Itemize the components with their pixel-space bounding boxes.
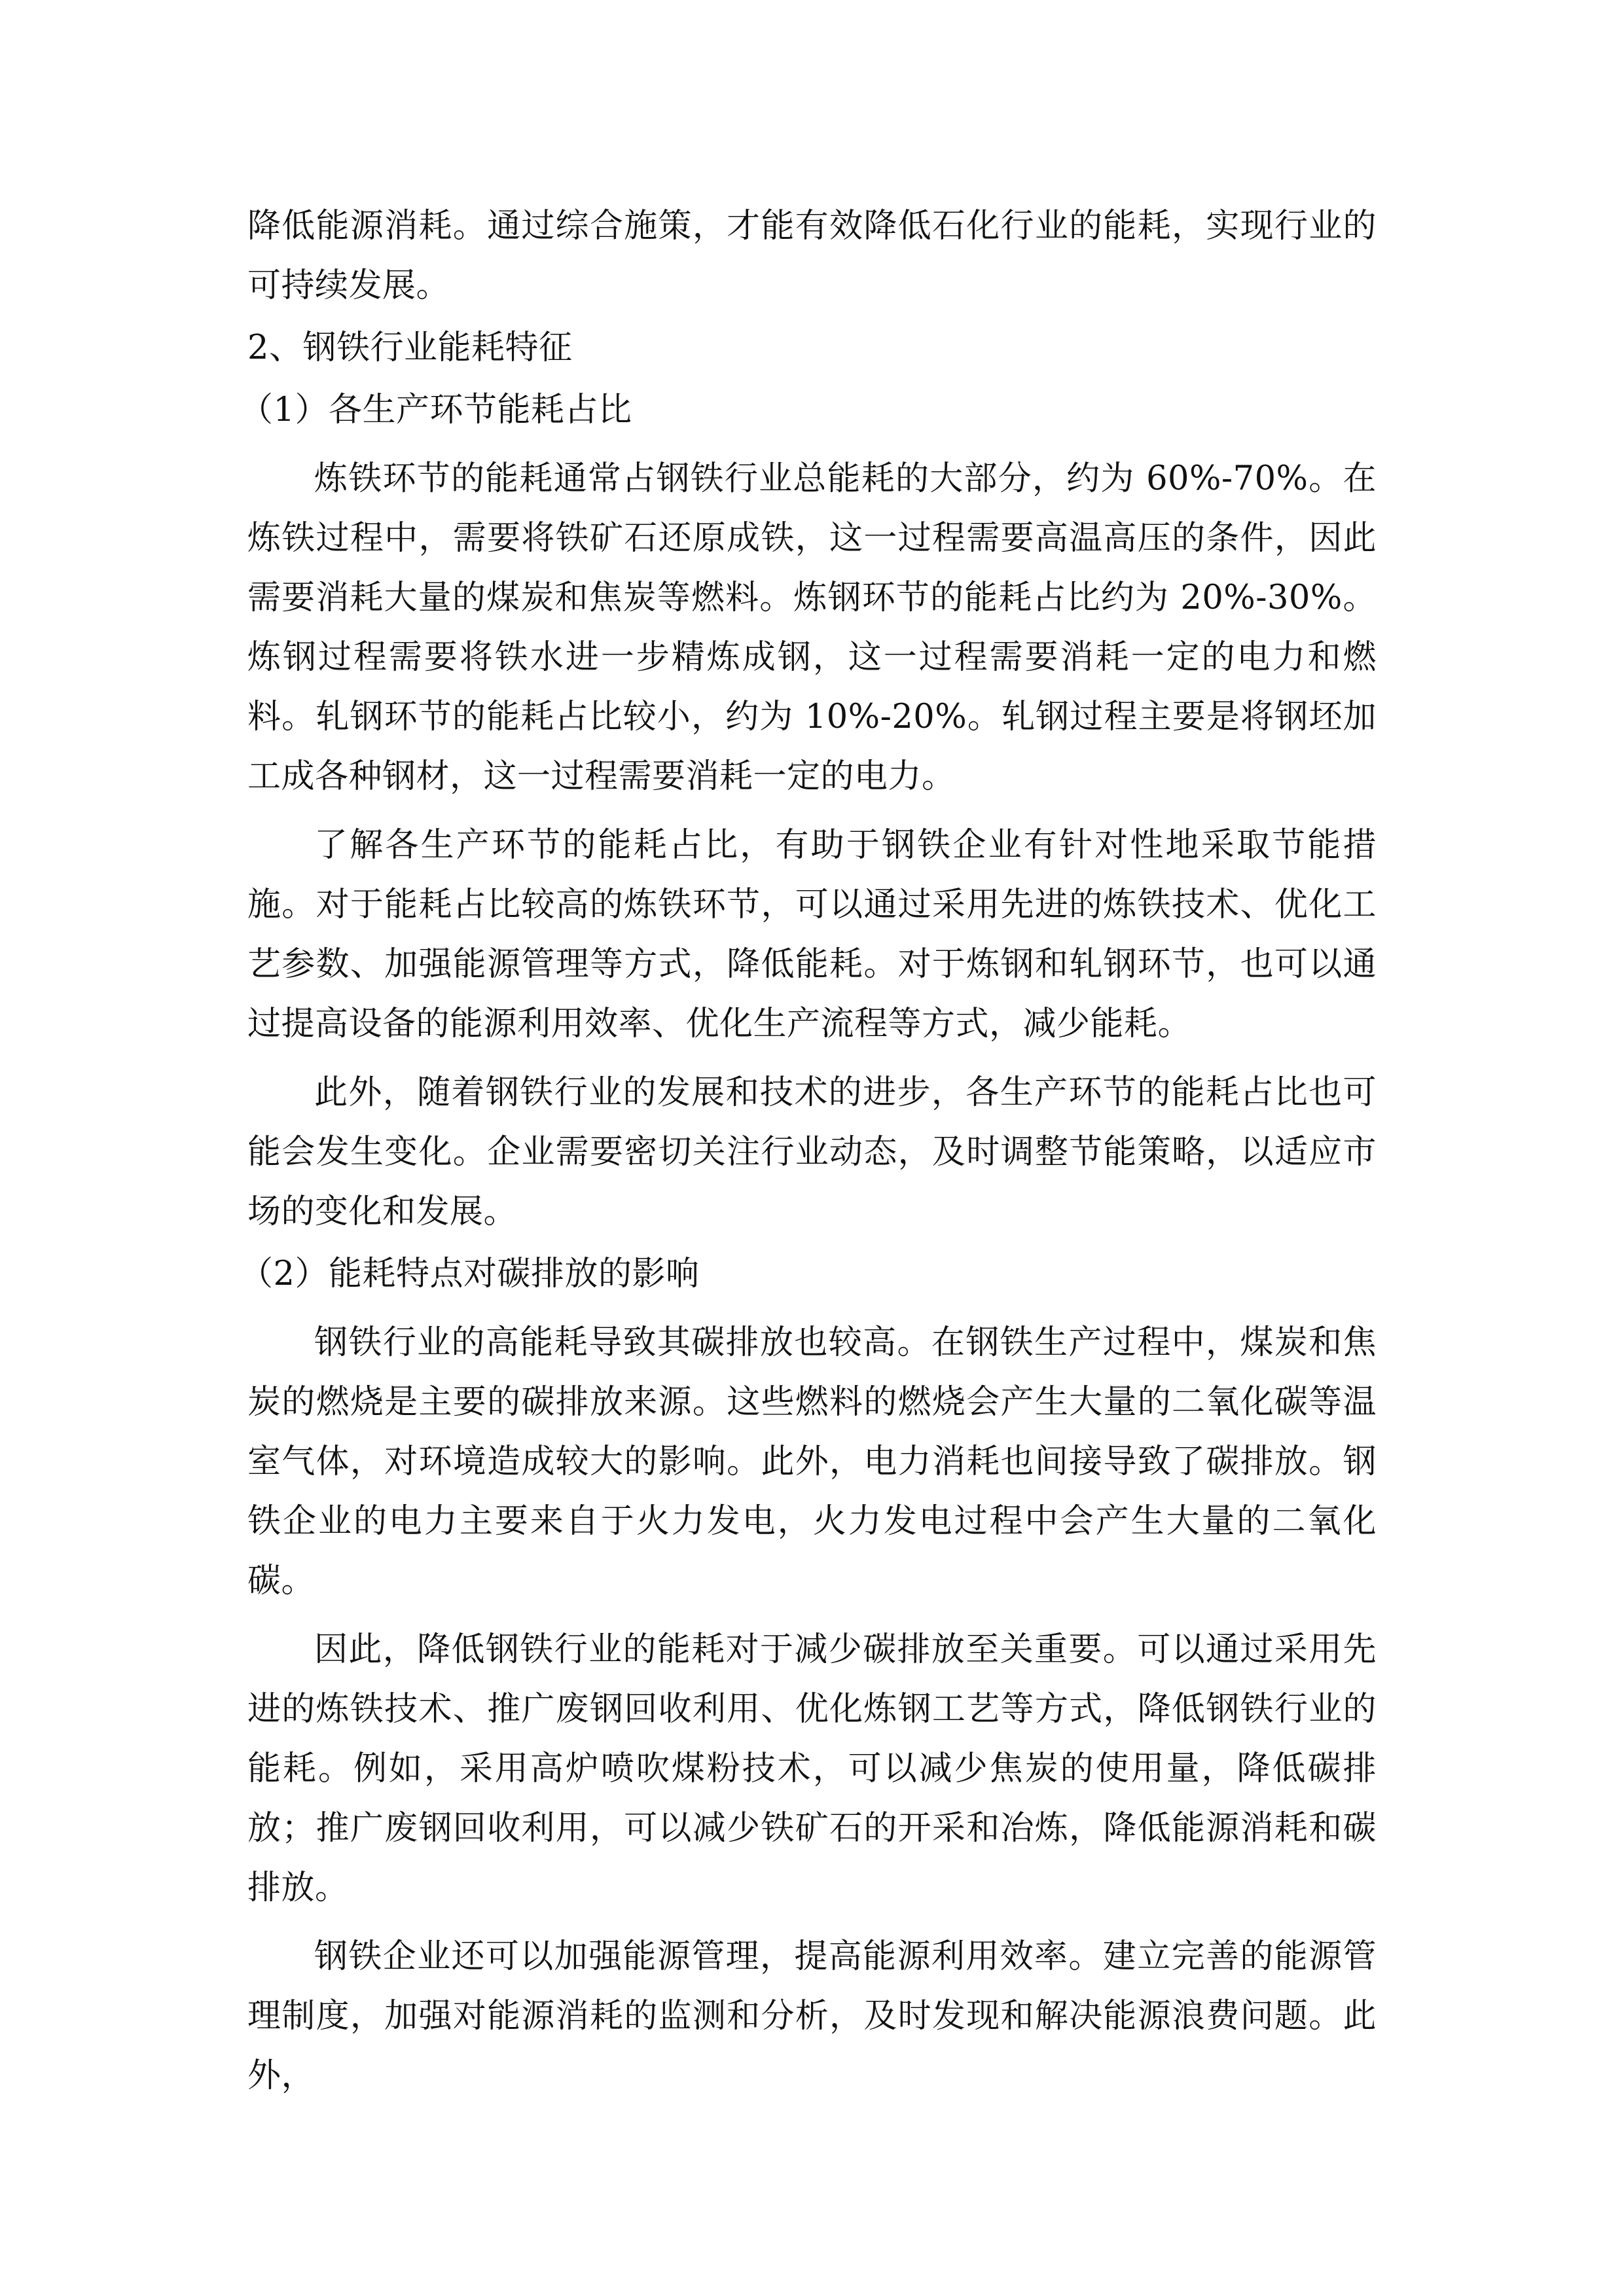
paragraph-future-change: 此外，随着钢铁行业的发展和技术的进步，各生产环节的能耗占比也可能会发生变化。企业需要密切关注行业动态，及时调整节能策略，以适应市场的变化和发展。 [247,1073,1377,1231]
subsection-heading-energy-share: （1）各生产环节能耗占比 [240,391,632,429]
paragraph-continued: 降低能源消耗。通过综合施策，才能有效降低石化行业的能耗，实现行业的可持续发展。 [247,207,1377,305]
paragraph-energy-management: 钢铁企业还可以加强能源管理，提高能源利用效率。建立完善的能源管理制度，加强对能源消耗的监测和分析，及时发现和解决能源浪费问题。此外， [247,1937,1377,2095]
section-heading-steel: 2、钢铁行业能耗特征 [247,329,573,367]
paragraph-reduce-energy: 因此，降低钢铁行业的能耗对于减少碳排放至关重要。可以通过采用先进的炼铁技术、推广废钢回收利用、优化炼钢工艺等方式，降低钢铁行业的能耗。例如，采用高炉喷吹煤粉技术，可以减少焦炭的使用量，降低碳排放；推广废钢回收利用，可以减少铁矿石的开采和冶炼，降低能源消耗和碳排放。 [247,1630,1377,1907]
document-page [240,196,1377,2106]
paragraph-ironmaking-share: 炼铁环节的能耗通常占钢铁行业总能耗的大部分，约为 60%-70%。在炼铁过程中，需要将铁矿石还原成铁，这一过程需要高温高压的条件，因此需要消耗大量的煤炭和焦炭等燃料。炼钢环节的能耗占比约为 20%-30%。炼钢过程需要将铁水进一步精炼成钢，这一过程需要消耗一定的电力和燃料。轧钢环节的能耗占比较小，约为 10%-20%。轧钢过程主要是将钢坯加工成各种钢材，这一过程需要消耗一定的电力。 [247,459,1377,796]
paragraph-understanding-share: 了解各生产环节的能耗占比，有助于钢铁企业有针对性地采取节能措施。对于能耗占比较高的炼铁环节，可以通过采用先进的炼铁技术、优化工艺参数、加强能源管理等方式，降低能耗。对于炼钢和轧钢环节，也可以通过提高设备的能源利用效率、优化生产流程等方式，减少能耗。 [247,826,1377,1043]
paragraph-high-emission: 钢铁行业的高能耗导致其碳排放也较高。在钢铁生产过程中，煤炭和焦炭的燃烧是主要的碳排放来源。这些燃料的燃烧会产生大量的二氧化碳等温室气体，对环境造成较大的影响。此外，电力消耗也间接导致了碳排放。钢铁企业的电力主要来自于火力发电，火力发电过程中会产生大量的二氧化碳。 [247,1323,1377,1600]
subsection-heading-carbon-impact: （2）能耗特点对碳排放的影响 [240,1255,700,1293]
